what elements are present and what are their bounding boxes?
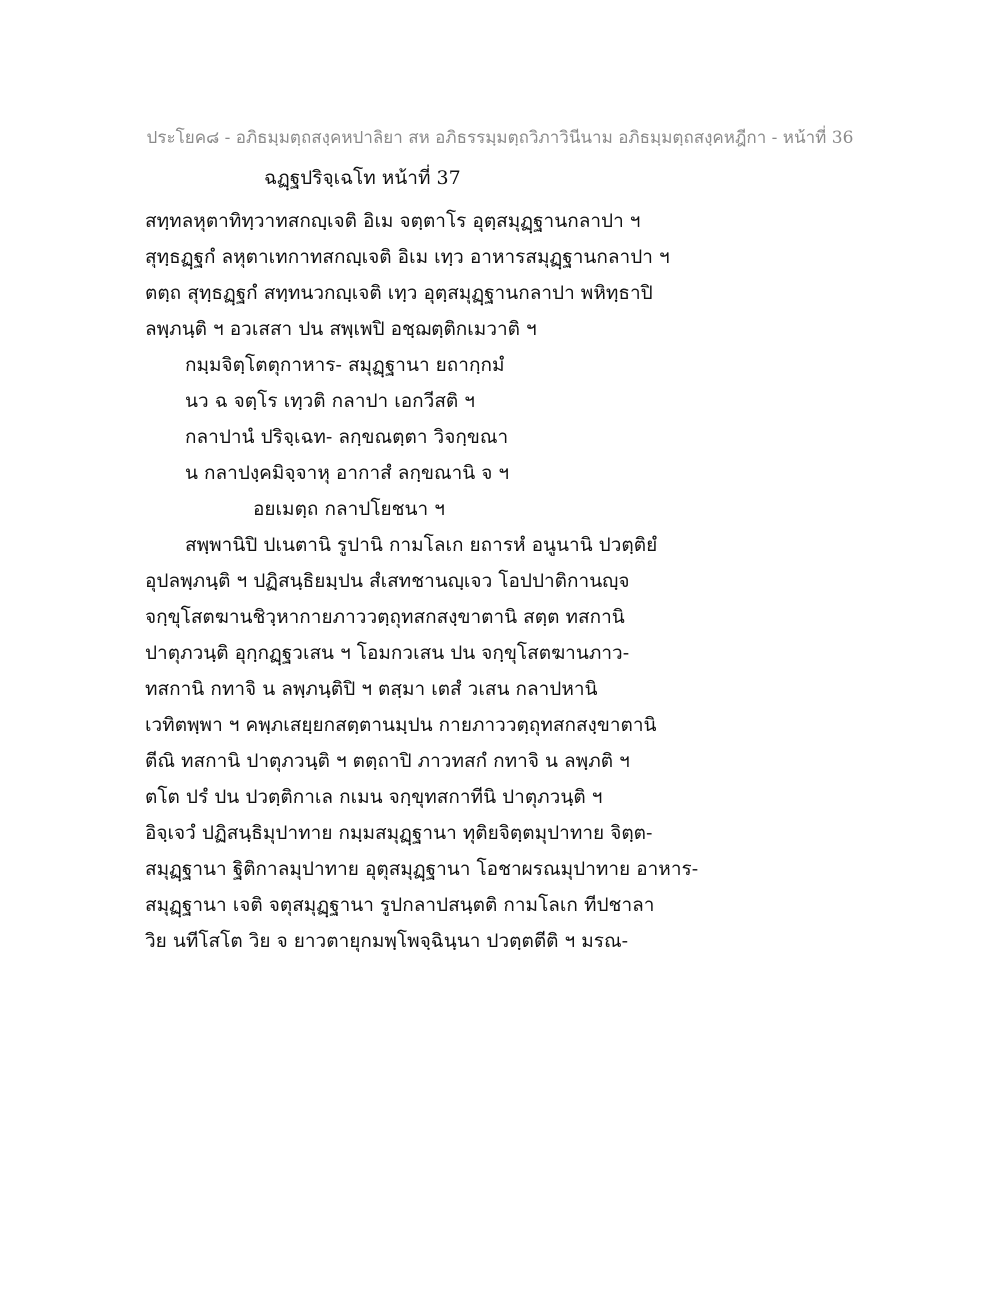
- page-header: ประโยค๘ - อภิธมฺมตฺถสงฺคหปาลิยา สห อภิธรรมฺมตฺถวิภาวินีนาม อภิธมฺมตฺถสงฺคหฎีกา - หน้าที่ 36: [146, 128, 854, 148]
- text-line: สมุฏฺฐานา เจติ จตุสมุฏฺฐานา รูปกลาปสนฺตติ กามโลเก ทีปชาลา: [145, 894, 655, 916]
- body-text: [145, 203, 865, 959]
- verse-line: กมฺมจิตฺโตตุกาหาร- สมุฏฺฐานา ยถากฺกมํ: [185, 354, 505, 376]
- text-line: ตโต ปรํ ปน ปวตฺติกาเล กเมน จกฺขุทสกาทีนิ ปาตุภวนฺติ ฯ: [145, 786, 603, 808]
- section-heading: ฉฏฺฐปริจฺเฉโท หน้าที่ 37: [264, 167, 461, 189]
- paragraph-first-line: สพฺพานิปิ ปเนตานิ รูปานิ กามโลเก ยถารหํ อนูนานิ ปวตฺติยํ: [185, 534, 658, 556]
- text-line: ทสกานิ กทาจิ น ลพฺภนฺติปิ ฯ ตสฺมา เตสํ วเสน กลาปหานิ: [145, 678, 598, 700]
- text-line: อิจฺเจวํ ปฏิสนฺธิมุปาทาย กมฺมสมุฏฺฐานา ทุติยจิตฺตมุปาทาย จิตฺต-: [145, 822, 653, 844]
- text-line: สทฺทลหุตาทิทฺวาทสกญฺเจติ อิเม จตฺตาโร อุตฺสมุฏฺฐานกลาปา ฯ: [145, 210, 641, 232]
- verse-summary-line: อยเมตฺถ กลาปโยชนา ฯ: [253, 498, 445, 520]
- text-line: สุทฺธฏฺฐกํ ลหุตาเทกาทสกญฺเจติ อิเม เทฺว อาหารสมุฏฺฐานกลาปา ฯ: [145, 246, 670, 268]
- text-line: ลพฺภนฺติ ฯ อวเสสา ปน สพฺเพปิ อชฺฌตฺติกเมวาติ ฯ: [145, 318, 537, 340]
- text-line: ตตฺถ สุทฺธฏฺฐกํ สทฺทนวกญฺเจติ เทฺว อุตฺสมุฏฺฐานกลาปา พหิทฺธาปิ: [145, 282, 653, 304]
- text-line: อุปลพฺภนฺติ ฯ ปฏิสนฺธิยมฺปน สํเสทชานญฺเจว โอปปาติกานญฺจ: [145, 570, 630, 592]
- text-line: เวทิตพฺพา ฯ คพฺภเสยฺยกสตฺตานมฺปน กายภาววตฺถุทสกสงฺขาตานิ: [145, 714, 657, 736]
- verse-line: น กลาปงฺคมิจฺจาหุ อากาสํ ลกฺขณานิ จ ฯ: [185, 462, 510, 484]
- text-line: ตีณิ ทสกานิ ปาตุภวนฺติ ฯ ตตฺถาปิ ภาวทสกํ กทาจิ น ลพฺภติ ฯ: [145, 750, 630, 772]
- text-line: วิย นทีโสโต วิย จ ยาวตายุกมพฺโพจฺฉินฺนา ปวตฺตตีติ ฯ มรณ-: [145, 930, 629, 952]
- verse-line: กลาปานํ ปริจฺเฉท- ลกฺขณตฺตา วิจกฺขณา: [185, 426, 509, 448]
- verse-line: นว ฉ จตฺโร เทฺวติ กลาปา เอกวีสติ ฯ: [185, 390, 475, 412]
- text-line: สมุฏฺฐานา ฐิติกาลมุปาทาย อุตุสมุฏฺฐานา โอชาผรณมุปาทาย อาหาร-: [145, 858, 699, 880]
- text-line: ปาตุภวนฺติ อุกฺกฏฺฐวเสน ฯ โอมกวเสน ปน จกฺขุโสตฆานภาว-: [145, 642, 630, 664]
- text-line: จกฺขุโสตฆานชิวฺหากายภาววตฺถุทสกสงฺขาตานิ สตฺต ทสกานิ: [145, 606, 625, 628]
